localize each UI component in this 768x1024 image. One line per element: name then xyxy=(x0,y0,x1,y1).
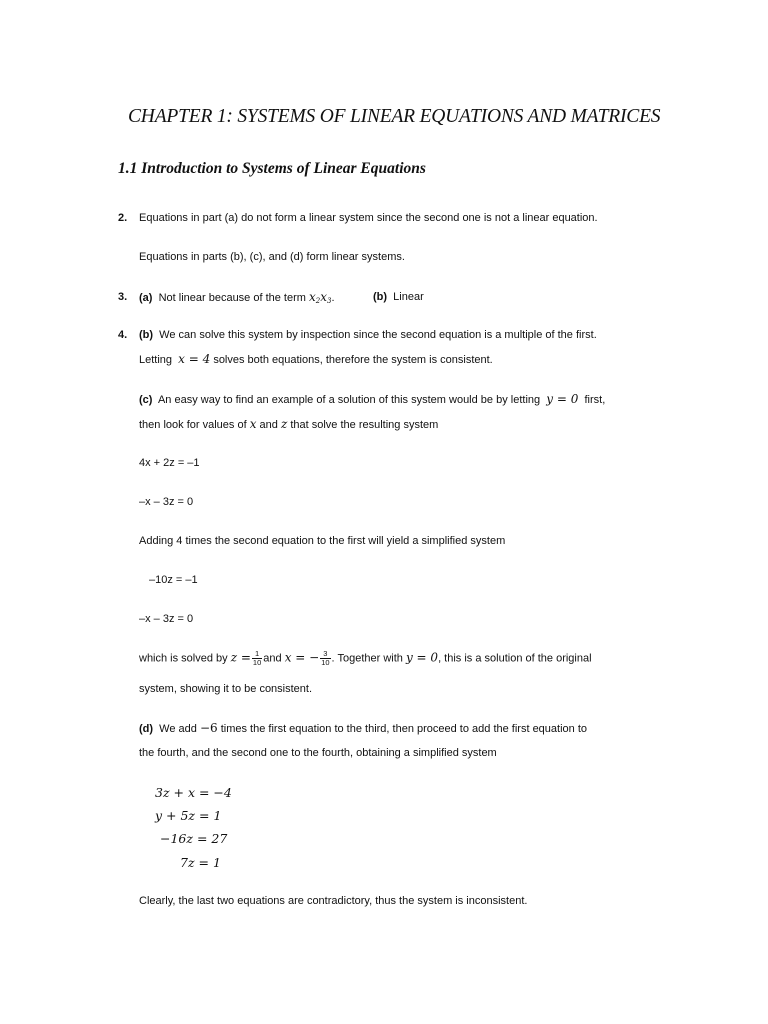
text: . Together with xyxy=(331,652,403,665)
problem-number-3: 3. xyxy=(118,291,128,303)
problem-3-part-b xyxy=(373,290,424,304)
adding-text: Adding 4 times the second equation to the first will yield a simplified system xyxy=(139,535,506,547)
math-z-equals: z = xyxy=(230,650,251,665)
problem-4c-line1 xyxy=(139,392,605,407)
text: Letting xyxy=(139,354,173,366)
math-z: z xyxy=(280,417,288,431)
system-eq-4: 7z = 1 xyxy=(180,855,221,870)
chapter-title: CHAPTER 1: SYSTEMS OF LINEAR EQUATIONS AND MATRICES xyxy=(128,106,661,127)
system-eq-2: y + 5z = 1 xyxy=(155,808,222,823)
part-4b-text: We can solve this system by inspection since the second equation is a multiple of the first. xyxy=(159,329,597,341)
problem-4b-line1 xyxy=(139,328,597,342)
math-y-equals-0: y = 0 xyxy=(405,650,439,665)
math-x: x xyxy=(249,417,257,431)
solution-line1 xyxy=(139,650,592,667)
problem-number-4: 4. xyxy=(118,329,128,341)
text: An easy way to find an example of a solution of this system would be by letting xyxy=(157,394,541,406)
equation-1: 4x + 2z = –1 xyxy=(139,457,200,469)
text: that solve the resulting system xyxy=(290,419,439,431)
text: and xyxy=(259,419,278,431)
problem-2-line2: Equations in parts (b), (c), and (d) form linear systems. xyxy=(139,251,405,263)
term-x2x3: $x_2x_3$ xyxy=(309,290,332,305)
fraction-one-tenth: $\frac{1}{10}$ xyxy=(252,649,262,667)
text: solves both equations, therefore the system is consistent. xyxy=(213,354,493,366)
text: which is solved by xyxy=(139,652,228,665)
text: first, xyxy=(584,394,606,406)
problem-4d-line1 xyxy=(139,721,587,736)
part-label-4c: (c) xyxy=(139,394,153,406)
text: We add xyxy=(159,723,197,735)
problem-4d-line2: the fourth, and the second one to the fourth, obtaining a simplified system xyxy=(139,747,497,759)
text: and xyxy=(263,652,282,665)
section-title: 1.1 Introduction to Systems of Linear Equations xyxy=(118,160,426,177)
text: , this is a solution of the original xyxy=(438,652,592,665)
fraction-three-tenths: $\frac{3}{10}$ xyxy=(321,649,330,667)
problem-3-part-a xyxy=(139,290,335,308)
solution-line2: system, showing it to be consistent. xyxy=(139,683,313,695)
part-label-4d: (d) xyxy=(139,723,154,735)
period: . xyxy=(331,292,335,304)
system-eq-3: −16z = 27 xyxy=(160,831,228,846)
text: then look for values of xyxy=(139,419,247,431)
equation-4: –x – 3z = 0 xyxy=(139,613,194,625)
equation-3: –10z = –1 xyxy=(149,574,198,586)
problem-2-line1: Equations in part (a) do not form a linear system since the second one is not a linear equation. xyxy=(139,212,598,224)
math-neg-6: −6 xyxy=(199,721,218,735)
math-x-equals-4: x = 4 xyxy=(178,352,211,366)
conclusion-text: Clearly, the last two equations are contradictory, thus the system is inconsistent. xyxy=(139,895,528,907)
problem-4b-line2 xyxy=(139,352,493,367)
math-y-equals-0: y = 0 xyxy=(546,392,579,406)
text: times the first equation to the third, then proceed to add the first equation to xyxy=(220,723,588,735)
part-label-4b: (b) xyxy=(139,329,154,341)
part-label-b: (b) xyxy=(373,291,388,303)
system-eq-1: 3z + x = −4 xyxy=(155,785,232,800)
part-b-text: Linear xyxy=(393,291,424,303)
problem-4c-line2 xyxy=(139,417,438,432)
part-label-a: (a) xyxy=(139,292,153,304)
part-a-text: Not linear because of the term xyxy=(158,292,306,304)
math-x-equals-neg: x = − xyxy=(284,650,320,665)
equation-2: –x – 3z = 0 xyxy=(139,496,194,508)
problem-number-2: 2. xyxy=(118,212,128,224)
